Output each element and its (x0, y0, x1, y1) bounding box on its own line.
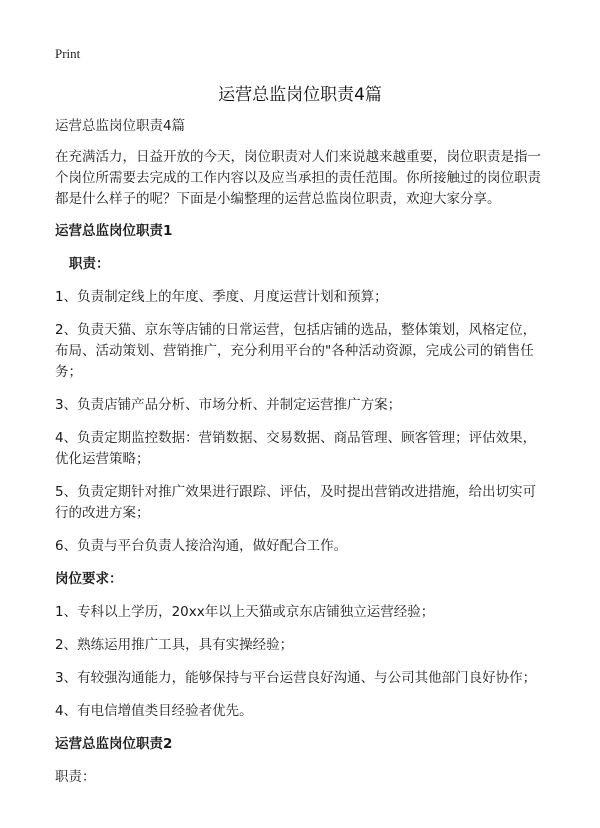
section-1-duties-label: 职责： (69, 256, 110, 272)
duty-item: 4、负责定期监控数据：营销数据、交易数据、商品管理、顾客管理；评估效果，优化运营策略； (55, 430, 537, 467)
article-subtitle: 运营总监岗位职责4篇 (55, 118, 186, 134)
requirement-item: 2、熟练运用推广工具，具有实操经验； (55, 637, 294, 653)
duty-item: 6、负责与平台负责人接洽沟通，做好配合工作。 (55, 538, 348, 554)
requirements-label: 岗位要求： (55, 571, 123, 587)
section-2-heading: 运营总监岗位职责2 (55, 736, 173, 752)
intro-paragraph: 在充满活力，日益开放的今天，岗位职责对人们来说越来越重要，岗位职责是指一个岗位所需要去完成的工作内容以及应当承担的责任范围。你所接触过的岗位职责都是什么样子的呢？下面是小编整理的运营总监岗位职责，欢迎大家分享。 (55, 149, 541, 207)
duty-item: 3、负责店铺产品分析、市场分析、并制定运营推广方案； (55, 397, 402, 413)
article-body (55, 116, 547, 800)
requirement-item: 3、有较强沟通能力，能够保持与平台运营良好沟通、与公司其他部门良好协作； (55, 670, 537, 686)
section-2-duties-label: 职责： (55, 769, 96, 785)
duty-item: 2、负责天猫、京东等店铺的日常运营，包括店铺的选品，整体策划，风格定位，布局、活动策划、营销推广，充分利用平台的"各种活动资源，完成公司的销售任务； (55, 322, 537, 380)
section-1-heading: 运营总监岗位职责1 (55, 223, 173, 239)
duty-item: 5、负责定期针对推广效果进行跟踪、评估，及时提出营销改进措施，给出切实可行的改进方案； (55, 484, 537, 521)
requirement-item: 4、有电信增值类目经验者优先。 (55, 703, 253, 719)
duty-item: 1、负责制定线上的年度、季度、月度运营计划和预算； (55, 289, 388, 305)
page-title: 运营总监岗位职责4篇 (218, 85, 382, 105)
print-link[interactable]: Print (55, 46, 81, 61)
requirement-item: 1、专科以上学历，20xx年以上天猫或京东店铺独立运营经验； (55, 604, 435, 620)
